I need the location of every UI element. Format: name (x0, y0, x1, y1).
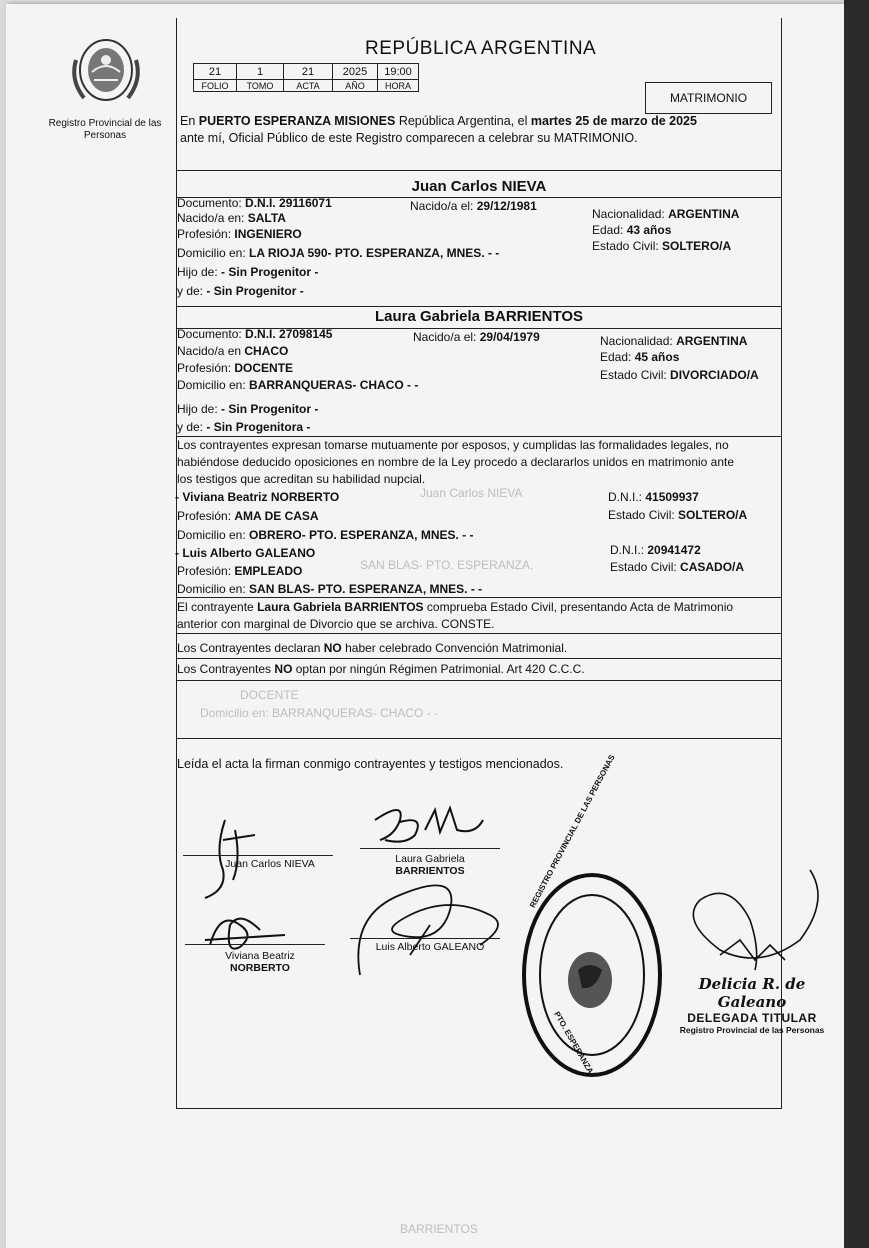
hour-label: HORA (378, 80, 419, 92)
official-signature-icon (660, 860, 830, 980)
groom-document (177, 196, 332, 210)
label: Nacido/a en (177, 344, 242, 358)
official-block (662, 975, 842, 1035)
page-title: REPÚBLICA ARGENTINA (365, 38, 597, 59)
province-seal-icon (64, 30, 148, 112)
groom-signature-name: Juan Carlos NIEVA (225, 858, 315, 870)
text: optan por ningún Régimen Patrimonial. Art 420 C.C.C. (295, 662, 585, 676)
value: ARGENTINA (676, 334, 748, 348)
bleed-text: BARRIENTOS (400, 1222, 478, 1236)
witness-2-civil-status (610, 560, 744, 574)
witness-1-sig-last: NORBERTO (230, 962, 290, 974)
witness-2-name: - Luis Alberto GALEANO (175, 546, 316, 560)
act-type-box: MATRIMONIO (645, 82, 772, 114)
bride-sig-last: BARRIENTOS (395, 865, 465, 877)
text: Los Contrayentes (177, 662, 272, 676)
note-1-line-2: anterior con marginal de Divorcio que se archiva. CONSTE. (177, 617, 495, 631)
value: 41509937 (645, 490, 699, 504)
witness-1-signature-name (205, 950, 315, 974)
official-office: Registro Provincial de las Personas (679, 1025, 825, 1035)
tomo-label: TOMO (237, 80, 284, 92)
bride-document (177, 327, 332, 341)
no: NO (274, 662, 293, 676)
groom-nationality (592, 207, 739, 221)
value: DOCENTE (234, 361, 294, 375)
year-label: AÑO (333, 80, 378, 92)
witness-2-address (177, 582, 482, 596)
witness-2-dni (610, 543, 701, 557)
groom-profession (177, 227, 302, 241)
intro-place: PUERTO ESPERANZA MISIONES (198, 114, 396, 128)
value: - Sin Progenitora - (206, 420, 311, 434)
value: EMPLEADO (234, 564, 303, 578)
folio-label: FOLIO (194, 80, 237, 92)
groom-birth (410, 199, 537, 213)
bride-signature-line (360, 848, 500, 849)
year-value: 2025 (333, 64, 378, 80)
bride-age (600, 350, 679, 364)
witness-1-name: - Viviana Beatriz NORBERTO (175, 490, 340, 504)
value: 29/04/1979 (479, 330, 540, 344)
groom-name: Juan Carlos NIEVA (411, 178, 547, 195)
official-stamp-icon (520, 870, 665, 1080)
folio-value: 21 (194, 64, 237, 80)
value: OBRERO- PTO. ESPERANZA, MNES. - - (249, 528, 474, 542)
no: NO (323, 641, 342, 655)
divider (176, 306, 782, 307)
value: - Sin Progenitor - (221, 402, 319, 416)
text: El contrayente (177, 600, 254, 614)
label: Edad: (592, 223, 624, 237)
note-3 (177, 662, 585, 676)
label: Estado Civil: (592, 239, 659, 253)
value: AMA DE CASA (234, 509, 319, 523)
label: Profesión: (177, 227, 232, 241)
value: D.N.I. 27098145 (245, 327, 333, 341)
stamp-ring-text: REGISTRO PROVINCIAL DE LAS PERSONAS (528, 753, 617, 910)
intro-text: República Argentina, el (398, 114, 528, 128)
groom-parent-1 (177, 265, 318, 279)
divider (176, 680, 782, 681)
label: Nacionalidad: (592, 207, 665, 221)
bleed-text: SAN BLAS- PTO. ESPERANZA, (360, 558, 534, 572)
value: ARGENTINA (668, 207, 740, 221)
label: Nacido/a en: (177, 211, 245, 225)
official-title: DELEGADA TITULAR (687, 1011, 817, 1025)
divider (176, 170, 782, 171)
intro-en: En (180, 114, 196, 128)
text: haber celebrado Convención Matrimonial. (345, 641, 568, 655)
label: D.N.I.: (610, 543, 645, 557)
tomo-value: 1 (237, 64, 284, 80)
bride-parent-2 (177, 420, 310, 434)
value: 29/12/1981 (476, 199, 537, 213)
divider (176, 633, 782, 634)
groom-signature-line (183, 855, 333, 856)
value: SAN BLAS- PTO. ESPERANZA, MNES. - - (249, 582, 483, 596)
groom-born-in (177, 211, 286, 225)
intro-line-1 (180, 114, 697, 128)
witness-2-signature-line (350, 938, 500, 939)
label: Profesión: (177, 564, 232, 578)
intro-date: martes 25 de marzo de 2025 (530, 114, 697, 128)
value: SALTA (247, 211, 286, 225)
value: SOLTERO/A (662, 239, 732, 253)
divider (176, 597, 782, 598)
value: - Sin Progenitor - (206, 284, 304, 298)
groom-civil-status (592, 239, 731, 253)
label: Hijo de: (177, 402, 218, 416)
hour-value: 19:00 (378, 64, 419, 80)
name: Laura Gabriela BARRIENTOS (257, 600, 424, 614)
bride-name: Laura Gabriela BARRIENTOS (374, 308, 584, 325)
bride-birth (413, 330, 540, 344)
text: Los Contrayentes declaran (177, 641, 321, 655)
label: y de: (177, 420, 204, 434)
bleed-text: DOCENTE (240, 688, 299, 702)
witness-1-dni (608, 490, 699, 504)
divider (176, 436, 782, 437)
value: 45 años (634, 350, 680, 364)
groom-parent-2 (177, 284, 304, 298)
bride-sig-first: Laura Gabriela (395, 853, 465, 865)
label: Estado Civil: (608, 508, 675, 522)
label: Profesión: (177, 509, 232, 523)
witness-1-sig-first: Viviana Beatriz (225, 950, 295, 962)
value: INGENIERO (234, 227, 302, 241)
divider (176, 738, 782, 739)
witness-2-signature-name: Luis Alberto GALEANO (375, 941, 485, 953)
value: - Sin Progenitor - (221, 265, 319, 279)
witness-1-signature-line (185, 944, 325, 945)
value: DIVORCIADO/A (670, 368, 759, 382)
label: Domicilio en: (177, 246, 246, 260)
label: Hijo de: (177, 265, 218, 279)
note-2 (177, 641, 567, 655)
witness-2-signature-icon (340, 855, 530, 985)
acta-label: ACTA (284, 80, 333, 92)
label: D.N.I.: (608, 490, 643, 504)
intro-line-2: ante mí, Oficial Público de este Registro comparecen a celebrar su MATRIMONIO. (180, 131, 638, 145)
background-edge (844, 0, 869, 1248)
label: Nacido/a el: (410, 199, 474, 213)
label: Domicilio en: (177, 378, 246, 392)
declaration-line-2: habiéndose deducido oposiciones en nombre de la Ley procedo a declararlos unidos en matrimonio ante (177, 455, 735, 469)
witness-1-profession (177, 509, 319, 523)
text: comprueba Estado Civil, presentando Acta de Matrimonio (426, 600, 734, 614)
groom-age (592, 223, 671, 237)
label: Estado Civil: (600, 368, 667, 382)
bride-profession (177, 361, 293, 375)
divider (176, 658, 782, 659)
official-name: Delicia R. de Galeano (698, 975, 806, 1011)
label: Profesión: (177, 361, 232, 375)
bride-civil-status (600, 368, 759, 382)
declaration-line-1: Los contrayentes expresan tomarse mutuamente por esposos, y cumplidas las formalidades legales, no (177, 438, 729, 452)
bride-nationality (600, 334, 747, 348)
label: Estado Civil: (610, 560, 677, 574)
label: y de: (177, 284, 204, 298)
bride-born-in (177, 344, 288, 358)
declaration-line-3: los testigos que acreditan su habilidad nupcial. (177, 472, 426, 486)
label: Edad: (600, 350, 632, 364)
bride-address (177, 378, 418, 392)
label: Documento: (177, 196, 242, 210)
value: 43 años (626, 223, 672, 237)
witness-1-signature-icon (200, 905, 290, 955)
acta-value: 21 (284, 64, 333, 80)
label: Nacionalidad: (600, 334, 673, 348)
note-1-line-1 (177, 600, 733, 614)
label: Nacido/a el: (413, 330, 477, 344)
value: 20941472 (647, 543, 701, 557)
witness-1-address (177, 528, 474, 542)
bleed-text: Juan Carlos NIEVA (420, 486, 523, 500)
label: Domicilio en: (177, 528, 246, 542)
value: D.N.I. 29116071 (245, 196, 332, 210)
bride-parent-1 (177, 402, 318, 416)
value: CHACO (244, 344, 289, 358)
witness-2-profession (177, 564, 302, 578)
label: Domicilio en: (177, 582, 246, 596)
value: LA RIOJA 590- PTO. ESPERANZA, MNES. - - (249, 246, 500, 260)
witness-1-civil-status (608, 508, 747, 522)
registry-name: Registro Provincial de las Personas (48, 118, 162, 141)
bleed-text: Domicilio en: BARRANQUERAS- CHACO - - (200, 706, 439, 720)
closing-statement: Leída el acta la firman conmigo contrayentes y testigos mencionados. (177, 757, 564, 771)
groom-address (177, 246, 499, 260)
stamp-inner-text: PTO. ESPERANZA (552, 1010, 596, 1076)
bride-signature-icon (365, 800, 495, 855)
value: BARRANQUERAS- CHACO - - (249, 378, 419, 392)
value: SOLTERO/A (678, 508, 748, 522)
folio-table (193, 63, 419, 92)
value: CASADO/A (680, 560, 745, 574)
label: Documento: (177, 327, 242, 341)
